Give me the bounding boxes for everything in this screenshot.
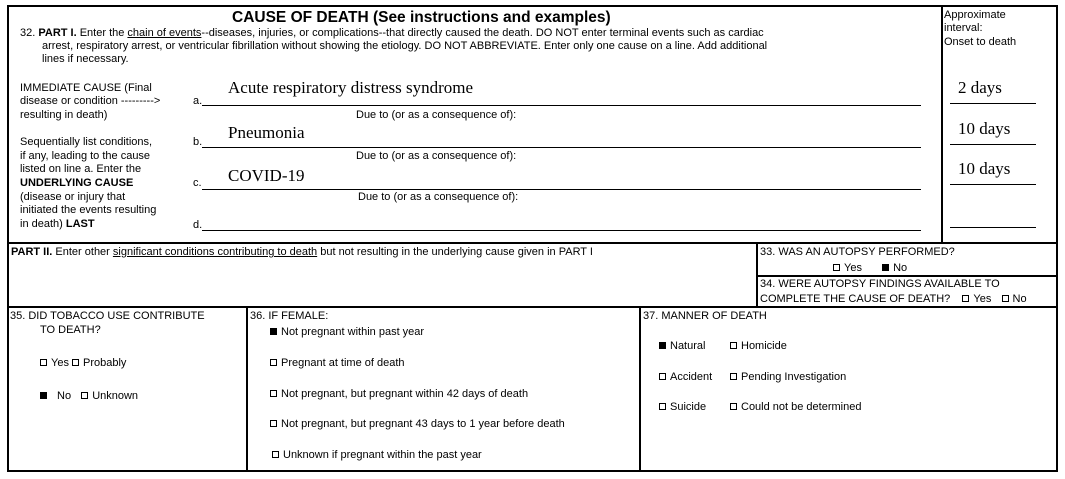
manner-suicide-checkbox[interactable] bbox=[659, 403, 666, 410]
autopsy-yes-checkbox[interactable] bbox=[833, 264, 840, 271]
immediate-cause-label-2: disease or condition ---------> bbox=[20, 95, 161, 107]
manner-undetermined-option[interactable] bbox=[730, 401, 861, 414]
female-option-5-label: Unknown if pregnant within the past year bbox=[283, 449, 482, 461]
tobacco-probably-option[interactable] bbox=[72, 357, 126, 369]
manner-suicide-label: Suicide bbox=[670, 401, 707, 413]
findings-yes-checkbox[interactable] bbox=[962, 295, 969, 302]
tobacco-yes-checkbox[interactable] bbox=[40, 359, 47, 366]
line-c-cause[interactable]: COVID-19 bbox=[228, 166, 305, 185]
tobacco-row-2 bbox=[40, 390, 138, 403]
sequential-label-2: if any, leading to the cause bbox=[20, 150, 151, 162]
line-a-interval-rule bbox=[950, 103, 1036, 104]
chain-of-events-text: chain of events bbox=[127, 27, 202, 39]
autopsy-yes-label: Yes bbox=[844, 262, 862, 274]
manner-accident-label: Accident bbox=[670, 371, 713, 383]
female-option-4[interactable] bbox=[270, 418, 565, 431]
line-b-interval[interactable]: 10 days bbox=[958, 119, 1011, 138]
tobacco-yes-option[interactable] bbox=[40, 357, 69, 369]
manner-suicide-option[interactable] bbox=[659, 401, 706, 414]
line-a-cause[interactable]: Acute respiratory distress syndrome bbox=[228, 78, 474, 97]
due-to-a: Due to (or as a consequence of): bbox=[356, 109, 517, 121]
female-option-2-checkbox[interactable] bbox=[270, 359, 277, 366]
female-option-3-checkbox[interactable] bbox=[270, 390, 277, 397]
findings-no-label: No bbox=[1012, 293, 1027, 305]
autopsy-no-option[interactable] bbox=[882, 262, 907, 274]
female-option-1-checkbox[interactable] bbox=[270, 328, 277, 335]
sequential-label-3: listed on line a. Enter the bbox=[20, 163, 142, 175]
line-c-interval-rule bbox=[950, 184, 1036, 185]
interval-header-3: Onset to death bbox=[944, 36, 1017, 48]
manner-undetermined-label: Could not be determined bbox=[741, 401, 862, 413]
tobacco-question-line1: 35. DID TOBACCO USE CONTRIBUTE bbox=[10, 310, 205, 322]
tobacco-row-1 bbox=[40, 357, 126, 370]
intro-rest-1: --diseases, injuries, or complications--that directly caused the death. DO NOT enter terminal events such as cardiac bbox=[201, 27, 764, 39]
manner-homicide-checkbox[interactable] bbox=[730, 342, 737, 349]
line-b-letter: b. bbox=[193, 136, 203, 148]
interval-column-divider bbox=[941, 5, 943, 244]
line-c-interval[interactable]: 10 days bbox=[958, 159, 1011, 178]
manner-natural-label: Natural bbox=[670, 340, 706, 352]
autopsy-no-label: No bbox=[893, 262, 908, 274]
findings-yes-option[interactable] bbox=[962, 293, 991, 305]
findings-no-checkbox[interactable] bbox=[1002, 295, 1009, 302]
immediate-cause-label-1: IMMEDIATE CAUSE (Final bbox=[20, 82, 152, 94]
part1-intro-line3: lines if necessary. bbox=[42, 53, 129, 65]
tobacco-unknown-checkbox[interactable] bbox=[81, 392, 88, 399]
intro-enter: Enter the bbox=[79, 27, 125, 39]
underlying-rest-3 bbox=[20, 218, 95, 231]
findings-yes-label: Yes bbox=[973, 293, 992, 305]
manner-homicide-option[interactable] bbox=[730, 340, 787, 353]
last-word: LAST bbox=[65, 218, 95, 230]
autopsy-findings-divider bbox=[756, 275, 1058, 277]
female-option-5-checkbox[interactable] bbox=[272, 451, 279, 458]
manner-accident-checkbox[interactable] bbox=[659, 373, 666, 380]
tobacco-yes-label: Yes bbox=[51, 357, 69, 369]
tobacco-probably-label: Probably bbox=[83, 357, 127, 369]
line-b-cause[interactable]: Pneumonia bbox=[228, 123, 305, 142]
manner-homicide-label: Homicide bbox=[741, 340, 787, 352]
interval-header-1: Approximate bbox=[944, 9, 1006, 21]
form-outer-border bbox=[7, 5, 1058, 472]
sequential-label-1: Sequentially list conditions, bbox=[20, 136, 153, 148]
female-option-2-label: Pregnant at time of death bbox=[281, 357, 405, 369]
last-line-prefix: in death) bbox=[20, 218, 63, 230]
female-option-2[interactable] bbox=[270, 357, 405, 370]
female-option-3[interactable] bbox=[270, 388, 528, 401]
female-option-1-label: Not pregnant within past year bbox=[281, 326, 425, 338]
tobacco-question-line2: TO DEATH? bbox=[40, 324, 101, 336]
part2-text-after: but not resulting in the underlying cause given in PART I bbox=[320, 246, 593, 258]
female-option-4-checkbox[interactable] bbox=[270, 420, 277, 427]
line-a-rule bbox=[202, 105, 921, 106]
tobacco-female-divider bbox=[246, 306, 248, 472]
interval-header-2: interval: bbox=[944, 22, 983, 34]
manner-pending-label: Pending Investigation bbox=[741, 371, 847, 383]
female-option-4-label: Not pregnant, but pregnant 43 days to 1 year before death bbox=[281, 418, 565, 430]
manner-pending-option[interactable] bbox=[730, 371, 846, 384]
autopsy-question: 33. WAS AN AUTOPSY PERFORMED? bbox=[760, 246, 955, 258]
tobacco-no-option[interactable] bbox=[40, 390, 71, 402]
underlying-rest-1: (disease or injury that bbox=[20, 191, 126, 203]
manner-pending-checkbox[interactable] bbox=[730, 373, 737, 380]
manner-natural-option[interactable] bbox=[659, 340, 705, 353]
autopsy-yes-option[interactable] bbox=[833, 262, 862, 274]
underlying-cause-label: UNDERLYING CAUSE bbox=[20, 177, 134, 189]
part1-intro-line2: arrest, respiratory arrest, or ventricular fibrillation without showing the etiology. DO NOT ABBREVIATE. Enter only one cause on a line. Add additional bbox=[42, 40, 768, 52]
underlying-rest-2: initiated the events resulting bbox=[20, 204, 157, 216]
due-to-c: Due to (or as a consequence of): bbox=[358, 191, 519, 203]
part2-text-before: Enter other bbox=[55, 246, 110, 258]
immediate-cause-label-3: resulting in death) bbox=[20, 109, 108, 121]
line-b-interval-rule bbox=[950, 144, 1036, 145]
tobacco-unknown-label: Unknown bbox=[92, 390, 139, 402]
tobacco-no-checkbox[interactable] bbox=[40, 392, 47, 399]
line-a-interval[interactable]: 2 days bbox=[958, 78, 1002, 97]
female-option-1[interactable] bbox=[270, 326, 424, 339]
line-d-rule bbox=[202, 230, 921, 231]
manner-undetermined-checkbox[interactable] bbox=[730, 403, 737, 410]
findings-no-option[interactable] bbox=[1002, 293, 1027, 305]
manner-natural-checkbox[interactable] bbox=[659, 342, 666, 349]
line-c-letter: c. bbox=[193, 177, 202, 189]
part2-bottom-divider bbox=[7, 306, 1058, 308]
part1-label: PART I. bbox=[38, 27, 77, 39]
findings-question-line1: 34. WERE AUTOPSY FINDINGS AVAILABLE TO bbox=[760, 278, 1000, 290]
tobacco-unknown-option[interactable] bbox=[81, 390, 138, 402]
manner-accident-option[interactable] bbox=[659, 371, 712, 384]
significant-conditions-text: significant conditions contributing to death bbox=[112, 246, 318, 258]
female-question: 36. IF FEMALE: bbox=[250, 310, 329, 322]
line-d-letter: d. bbox=[193, 219, 203, 231]
female-option-3-label: Not pregnant, but pregnant within 42 days of death bbox=[281, 388, 529, 400]
findings-question-text: COMPLETE THE CAUSE OF DEATH? bbox=[760, 293, 951, 305]
part2-text bbox=[11, 246, 593, 259]
manner-question: 37. MANNER OF DEATH bbox=[643, 310, 767, 322]
item-number-32: 32. bbox=[20, 27, 36, 39]
findings-question-line2 bbox=[760, 293, 1027, 306]
due-to-b: Due to (or as a consequence of): bbox=[356, 150, 517, 162]
autopsy-no-checkbox[interactable] bbox=[882, 264, 889, 271]
tobacco-no-label: No bbox=[57, 390, 72, 402]
autopsy-options bbox=[833, 262, 907, 275]
part2-label: PART II. bbox=[11, 246, 53, 258]
line-a-letter: a. bbox=[193, 95, 203, 107]
female-manner-divider bbox=[639, 306, 641, 472]
part1-bottom-divider bbox=[7, 242, 1058, 244]
line-d-interval-rule bbox=[950, 227, 1036, 228]
tobacco-probably-checkbox[interactable] bbox=[72, 359, 79, 366]
line-b-rule bbox=[202, 147, 921, 148]
cause-of-death-title: CAUSE OF DEATH (See instructions and examples) bbox=[232, 9, 611, 26]
part1-intro-line1 bbox=[20, 27, 764, 40]
female-option-5[interactable] bbox=[272, 449, 482, 462]
line-c-rule bbox=[202, 189, 921, 190]
